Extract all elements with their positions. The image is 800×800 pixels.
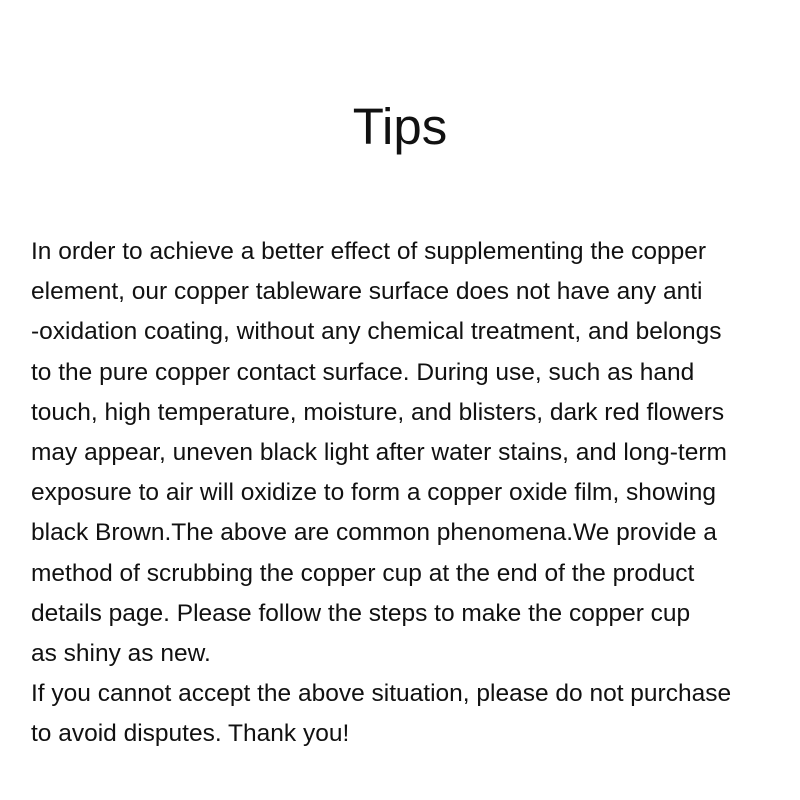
tips-text-block <box>31 232 791 755</box>
page-title: Tips <box>352 98 448 155</box>
text-line: as shiny as new. <box>31 640 211 668</box>
text-line: may appear, uneven black light after water stains, and long-term <box>31 439 727 467</box>
text-line: If you cannot accept the above situation, please do not purchase <box>31 680 732 708</box>
text-line: details page. Please follow the steps to make the copper cup <box>31 599 691 627</box>
text-line: method of scrubbing the copper cup at the end of the product <box>31 559 695 587</box>
text-line: -oxidation coating, without any chemical treatment, and belongs <box>31 318 722 346</box>
text-line: element, our copper tableware surface does not have any anti <box>31 278 703 306</box>
text-line: In order to achieve a better effect of supplementing the copper <box>31 238 707 265</box>
text-line: exposure to air will oxidize to form a copper oxide film, showing <box>31 479 716 507</box>
text-line: black Brown.The above are common phenomena.We provide a <box>31 519 717 547</box>
text-line: to the pure copper contact surface. During use, such as hand <box>31 358 695 386</box>
text-line: touch, high temperature, moisture, and blisters, dark red flowers <box>31 398 725 426</box>
text-line: to avoid disputes. Thank you! <box>31 720 350 748</box>
